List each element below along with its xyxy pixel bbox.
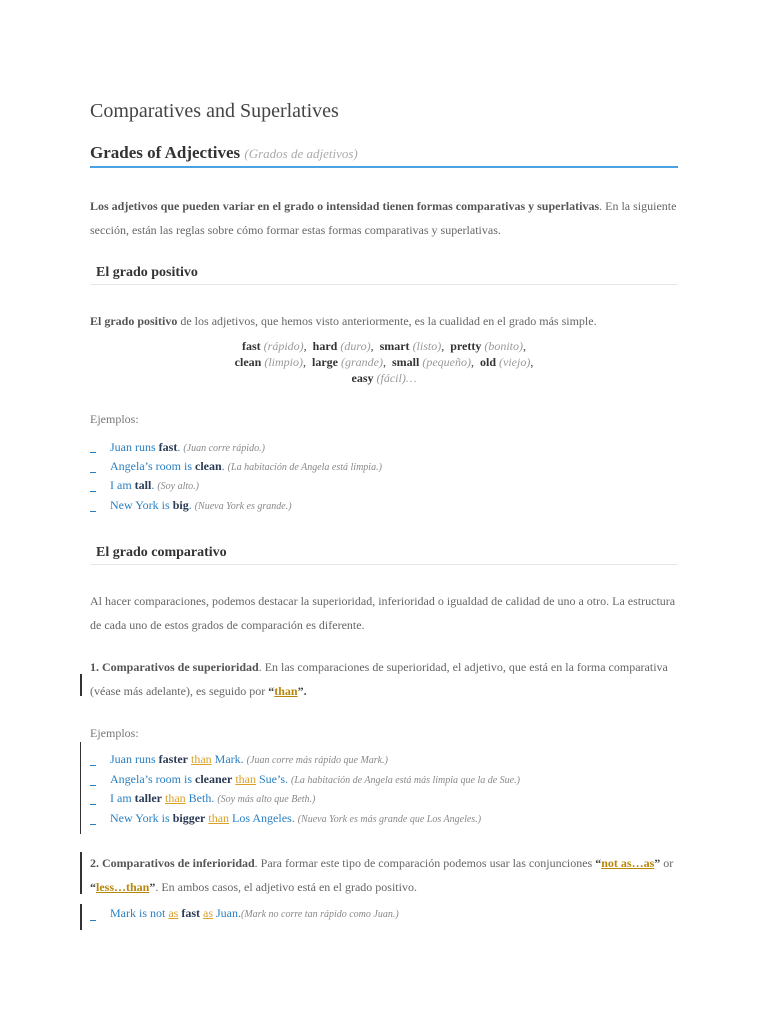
adj-translation: (pequeño) — [422, 355, 471, 369]
section-title-translation: (Grados de adjetivos) — [244, 146, 358, 161]
margin-bar — [80, 742, 81, 834]
example-item — [110, 459, 382, 474]
page-title: Comparatives and Superlatives — [90, 100, 339, 122]
keyword-than: than — [274, 684, 298, 698]
adj-word: old — [480, 355, 497, 369]
example-adj: faster — [158, 752, 188, 766]
adj-word: pretty — [450, 339, 482, 353]
example-pre: New York is — [110, 498, 173, 512]
example-translation: (Juan corre más rápido que Mark.) — [246, 755, 388, 766]
adj-translation: (grande) — [341, 355, 383, 369]
adj-translation: (duro) — [340, 339, 371, 353]
example-item — [110, 478, 199, 493]
comparative-heading: El grado comparativo — [96, 545, 227, 560]
connector-or: or — [660, 856, 674, 870]
example-item — [110, 752, 388, 767]
margin-bar — [80, 904, 82, 930]
example-translation: (Nueva York es más grande que Los Angeles.) — [297, 814, 482, 825]
adj-word: easy — [351, 371, 374, 385]
positive-rest: de los adjetivos, que hemos visto anteriormente, es la cualidad en el grado más simple. — [177, 314, 597, 328]
adj-word: large — [312, 355, 338, 369]
example-adj: big — [172, 498, 189, 512]
adj-word: small — [392, 355, 420, 369]
example-pre: I am — [110, 478, 135, 492]
example-as: as — [203, 906, 214, 920]
example-pre: Angela’s room is — [110, 459, 195, 473]
example-pre: I am — [110, 791, 135, 805]
example-than: than — [164, 791, 186, 805]
example-as: as — [168, 906, 179, 920]
comparative-divider — [90, 564, 678, 565]
example-translation: (La habitación de Angela está limpia.) — [227, 462, 382, 473]
example-adj: fast — [158, 440, 178, 454]
example-post: . — [221, 459, 225, 473]
example-adj: cleaner — [195, 772, 233, 786]
example-pre: Juan runs — [110, 752, 159, 766]
adj-word: clean — [234, 355, 262, 369]
example-post: Beth. — [185, 791, 215, 805]
section-divider — [90, 166, 678, 168]
positive-heading: El grado positivo — [96, 265, 198, 280]
examples-label: Ejemplos: — [90, 412, 139, 426]
example-item — [110, 906, 399, 921]
bullet — [90, 785, 96, 786]
bullet — [90, 804, 96, 805]
examples-label: Ejemplos: — [90, 726, 139, 740]
bullet — [90, 765, 96, 766]
example-adj: clean — [195, 459, 222, 473]
bullet — [90, 452, 96, 453]
example-post: Los Angeles. — [229, 811, 295, 825]
quote-close: ” — [149, 880, 156, 894]
positive-paragraph — [90, 309, 678, 333]
example-item — [110, 440, 265, 455]
quote-open: “ — [90, 880, 96, 894]
inferiority-rest: . En ambos casos, el adjetivo está en el grado positivo. — [155, 880, 417, 894]
example-item — [110, 498, 292, 513]
inferiority-text: . Para formar este tipo de comparación podemos usar las conjunciones — [254, 856, 596, 870]
example-post: . — [177, 440, 181, 454]
example-than: than — [191, 752, 212, 766]
quote-open: “ — [268, 684, 275, 698]
adj-word: fast — [241, 339, 261, 353]
bullet — [90, 920, 96, 921]
example-item — [110, 772, 520, 787]
example-than: than — [235, 772, 256, 786]
example-adj: bigger — [172, 811, 206, 825]
adj-translation: (limpio) — [264, 355, 303, 369]
intro-rest: . En la siguiente sección, están las reglas sobre cómo formar estas formas comparativas y superlativas. — [90, 199, 677, 237]
adj-word: hard — [312, 339, 338, 353]
bullet — [90, 472, 96, 473]
example-pre: Angela’s room is — [110, 772, 195, 786]
section-title — [90, 143, 358, 163]
bullet — [90, 511, 96, 512]
example-translation: (Nueva York es grande.) — [194, 501, 292, 512]
example-post: . — [188, 498, 192, 512]
adj-translation: (listo) — [412, 339, 442, 353]
keyword-not-as-as: not as…as — [601, 856, 655, 870]
superiority-paragraph — [90, 655, 678, 703]
example-translation: (Juan corre rápido.) — [183, 443, 265, 454]
example-post: Sue’s. — [255, 772, 288, 786]
adjective-list-line-3 — [90, 370, 678, 386]
example-adj: fast — [178, 906, 204, 920]
intro-bold: Los adjetivos que pueden variar en el grado o intensidad tienen formas comparativas y superlativas — [90, 199, 600, 213]
superiority-title: 1. Comparativos de superioridad — [90, 660, 259, 674]
positive-divider — [90, 284, 678, 285]
adjective-list-line-1: fast (rápido), hard (duro), smart (listo), pretty (bonito), — [241, 339, 527, 353]
example-than: than — [208, 811, 230, 825]
intro-paragraph — [90, 194, 678, 242]
adj-word: smart — [379, 339, 410, 353]
example-adj: tall — [134, 478, 152, 492]
section-title-text: Grades of Adjectives — [90, 143, 241, 162]
example-adj: taller — [134, 791, 162, 805]
quote-close: ” — [654, 856, 661, 870]
example-pre: Mark is not — [110, 906, 169, 920]
bullet — [90, 491, 96, 492]
quote-close: ”. — [297, 684, 307, 698]
keyword-less-than: less…than — [96, 880, 150, 894]
example-translation: (Soy más alto que Beth.) — [217, 794, 316, 805]
example-item — [110, 791, 315, 806]
example-translation: (Mark no corre tan rápido como Juan.) — [241, 909, 399, 920]
example-post: Juan. — [213, 906, 242, 920]
example-pre: Juan runs — [110, 440, 159, 454]
quote-open: “ — [595, 856, 602, 870]
example-translation: (Soy alto.) — [157, 481, 199, 492]
adj-translation: (fácil)… — [376, 371, 417, 385]
margin-bar — [80, 674, 82, 696]
example-item — [110, 811, 481, 826]
adjective-list-line-2: clean (limpio), large (grande), small (pequeño), old (viejo), — [234, 355, 534, 369]
inferiority-paragraph — [90, 851, 678, 899]
inferiority-title: 2. Comparativos de inferioridad — [90, 856, 255, 870]
adj-translation: (rápido) — [263, 339, 304, 353]
example-pre: New York is — [110, 811, 173, 825]
superiority-text: . En las comparaciones de superioridad, el adjetivo, que está en la forma comparativa (véase más adelante), es seguido por — [90, 660, 668, 698]
adj-translation: (bonito) — [484, 339, 524, 353]
example-post: Mark. — [211, 752, 244, 766]
example-translation: (La habitación de Angela está más limpia que la de Sue.) — [291, 775, 520, 786]
comparative-intro: Al hacer comparaciones, podemos destacar la superioridad, inferioridad o igualdad de calidad de uno a otro. La estructura de cada uno de estos grados de comparación es diferente. — [90, 594, 676, 632]
adj-translation: (viejo) — [499, 355, 531, 369]
positive-bold: El grado positivo — [90, 314, 178, 328]
example-post: . — [151, 478, 155, 492]
bullet — [90, 824, 96, 825]
margin-bar — [80, 852, 82, 894]
